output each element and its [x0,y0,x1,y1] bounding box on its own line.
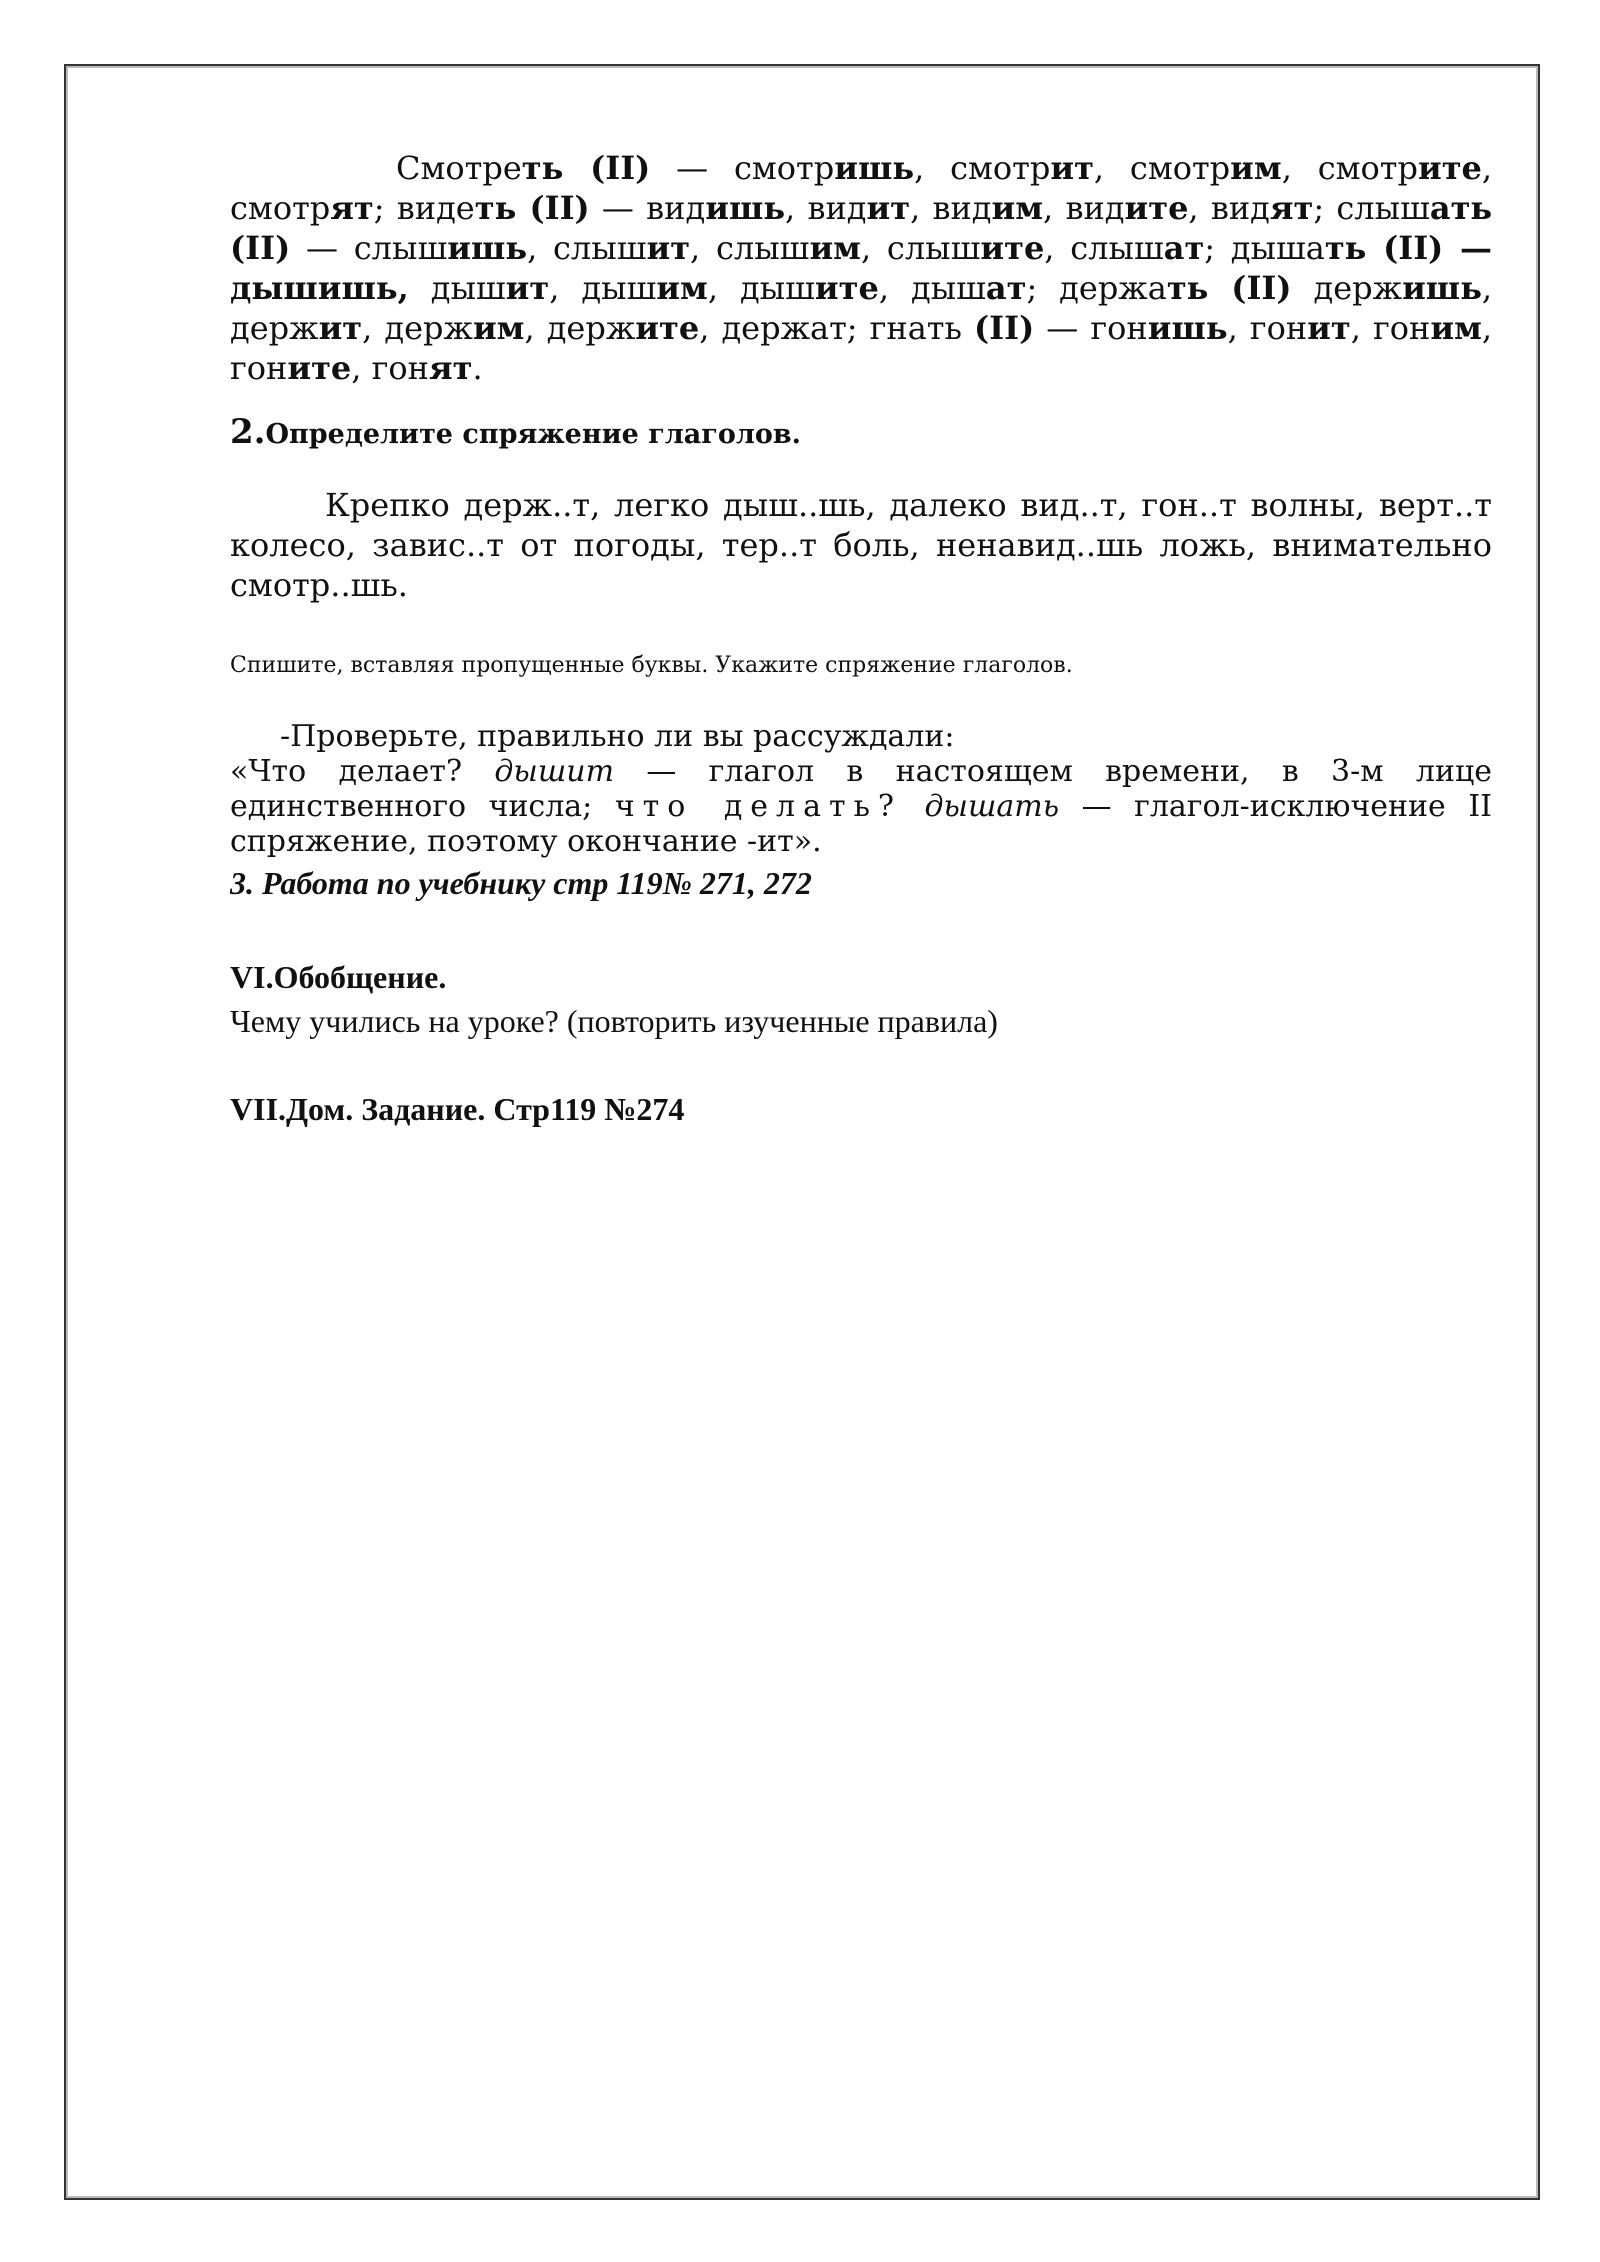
conjugation-segment: , слыш [860,229,981,267]
conjugation-ending: ишь [705,189,786,227]
conjugation-ending: ишь [1147,309,1228,347]
task2-title: Определите спряжение глаголов. [265,419,802,450]
conjugation-segment: , смотр [230,149,1493,227]
task2-exercise [230,485,1492,605]
task3-text: 3. Работа по учебнику стр 119№ 271, 272 [230,865,812,901]
conjugation-ending: ат [1163,229,1205,267]
conjugation-segment: , вид [785,189,867,227]
conjugation-ending: ишь [1402,269,1482,307]
conjugation-text [230,149,1492,387]
conjugation-segment: — гон [1034,309,1148,347]
check-word-dyshat: дышать [924,789,1060,824]
conjugation-segment: — смотр [650,149,835,187]
conjugation-segment: , гон [351,349,429,387]
conjugation-segment: , слыш [527,229,647,267]
conjugation-ending: им [809,229,861,267]
conjugation-segment: , смотр [914,149,1051,187]
conjugation-ending: ите [814,269,879,307]
conjugation-segment: , держ [362,309,473,347]
conjugation-ending: ят [330,189,374,227]
conjugation-segment: , дыш [549,269,657,307]
conjugation-segment: ; дыша [1204,229,1325,267]
conjugation-ending: ят [428,349,473,387]
conjugation-ending: ит [1307,309,1351,347]
check-question: что делать? [614,789,903,824]
section7-title: VII.Дом. Задание. Стр119 №274 [230,1091,685,1127]
conjugation-segment: — слыш [290,229,448,267]
conjugation-ending: ть (II) [521,149,651,187]
conjugation-segment: ; слыш [1313,189,1430,227]
conjugation-ending: им [656,269,708,307]
conjugation-ending: ите [287,349,352,387]
check-explanation-2: — глагол-исключение II спряжение, поэтому окончание -ит». [230,789,1493,859]
conjugation-ending: ят [1269,189,1314,227]
conjugation-segment: Смотре [396,149,522,187]
conjugation-ending: ит [505,269,550,307]
check-explanation-1: — глагол в настоящем времени, в 3-м лице единственного числа; [230,754,1492,824]
conjugation-segment: держ [1291,269,1403,307]
conjugation-ending: ть (II) — дыш [230,229,1493,307]
conjugation-ending: ите [635,309,700,347]
conjugation-ending: ишь, [317,269,409,307]
conjugation-segment: , гон [1350,309,1431,347]
conjugation-segment: , дыш [878,269,986,307]
conjugation-segment: , вид [1188,189,1270,227]
conjugation-segment: дыш [408,269,506,307]
document-body [230,148,1492,1129]
conjugation-segment: , смотр [1281,149,1418,187]
conjugation-segment: , держат; гнать [699,309,974,347]
conjugation-segment: — вид [589,189,706,227]
check-paragraph [230,719,1492,859]
conjugation-ending: (II) [974,309,1035,347]
conjugation-ending: им [1430,309,1482,347]
conjugation-ending: ит [866,189,911,227]
conjugation-ending: ите [980,229,1045,267]
conjugation-ending: им [1230,149,1282,187]
conjugation-ending: им [472,309,525,347]
conjugation-ending: ть (II) [1166,269,1292,307]
conjugation-ending: ат [985,269,1027,307]
conjugation-paragraph [230,148,1492,388]
conjugation-segment: . [472,349,483,387]
conjugation-ending: ать (II) [230,189,1493,267]
task2-heading [230,412,1492,455]
check-intro: -Проверьте, правильно ли вы рассуждали: [280,719,955,754]
conjugation-segment: , дыш [707,269,815,307]
conjugation-segment: , держ [524,309,636,347]
conjugation-segment: , держ [230,269,1493,347]
section6-text: Чему учились на уроке? (повторить изученные правила) [230,1003,998,1039]
check-space [902,789,925,824]
conjugation-segment: , вид [910,189,992,227]
conjugation-ending: ит [1050,149,1094,187]
conjugation-segment: , слыш [1044,229,1164,267]
conjugation-ending: ишь [447,229,528,267]
conjugation-ending: ишь [834,149,915,187]
conjugation-ending: им [991,189,1044,227]
conjugation-segment: , гон [230,309,1493,387]
conjugation-segment: ; держа [1026,269,1167,307]
conjugation-ending: ть (II) [474,189,590,227]
conjugation-segment: , вид [1043,189,1125,227]
instruction-text: Спишите, вставляя пропущенные буквы. Укажите спряжение глаголов. [230,653,1073,678]
conjugation-segment: , гон [1227,309,1308,347]
check-quote-open: «Что делает? [230,754,495,789]
check-word-dyshit: дышит [494,754,615,789]
conjugation-segment: ; виде [373,189,475,227]
conjugation-segment: , слыш [690,229,810,267]
conjugation-ending: ит [318,309,363,347]
task2-number: 2. [230,412,266,452]
conjugation-ending: ите [1124,189,1189,227]
task2-exercise-text: Крепко держ..т, легко дыш..шь, далеко вид..т, гон..т волны, верт..т колесо, завис..т от погоды, тер..т боль, ненавид..шь ложь, внимательно смотр..шь. [230,486,1492,604]
conjugation-ending: ите [1417,149,1482,187]
conjugation-ending: ит [646,229,691,267]
conjugation-segment: , смотр [1093,149,1231,187]
section6-title: VI.Обобщение. [230,959,447,995]
